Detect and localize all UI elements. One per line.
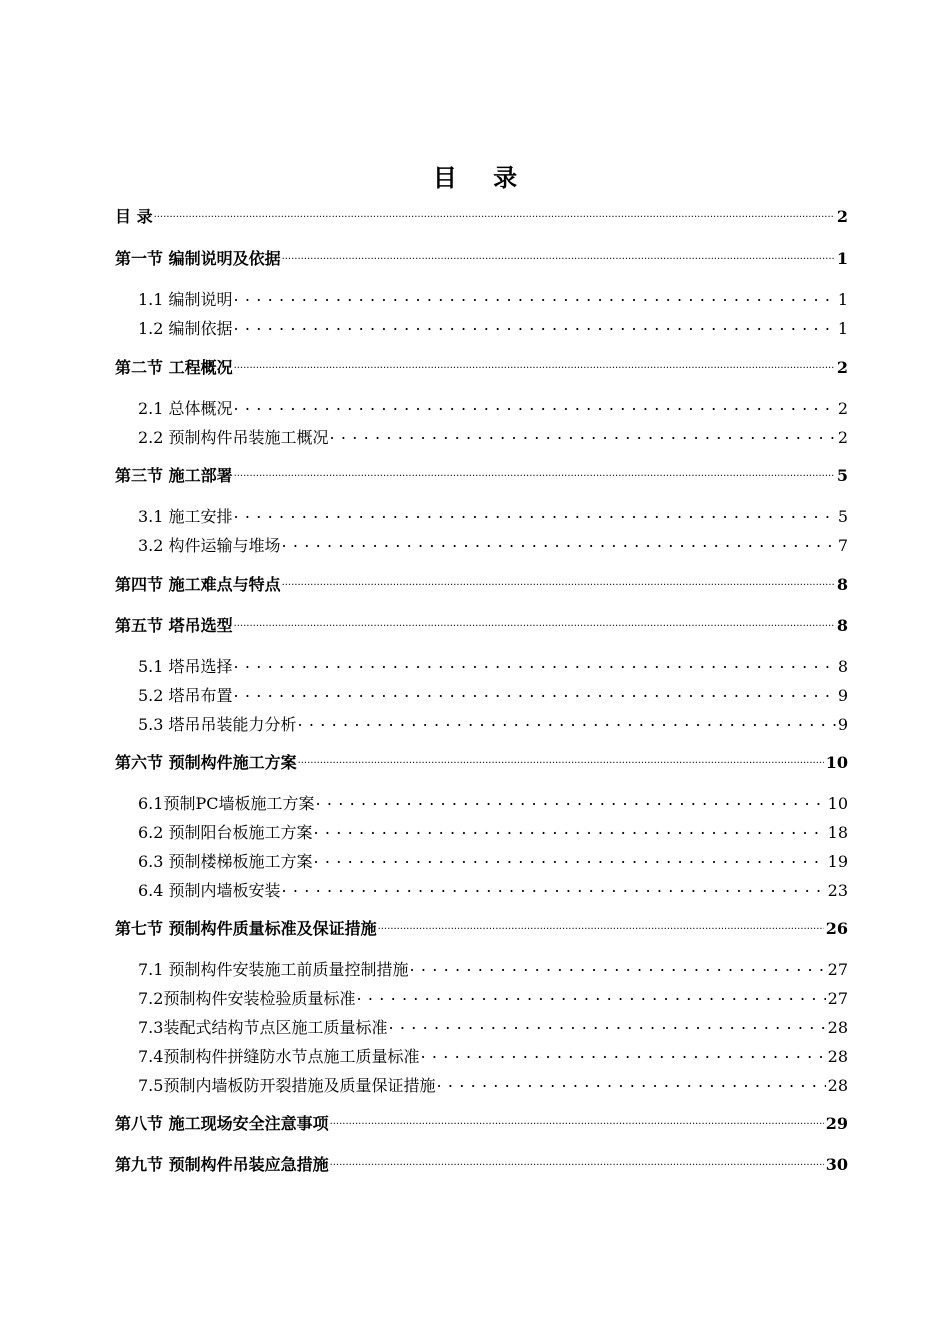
toc-page-number: 1 xyxy=(836,249,848,268)
toc-page-number: 19 xyxy=(827,852,848,871)
toc-entry-6-2[interactable] xyxy=(138,814,848,842)
toc-leader-dots xyxy=(234,349,835,373)
toc-leader-dots xyxy=(298,744,824,768)
toc-entry-section-5[interactable] xyxy=(115,607,848,635)
toc-entry-section-9[interactable] xyxy=(115,1146,848,1174)
toc-page-number: 2 xyxy=(837,399,848,418)
toc-page-number: 28 xyxy=(827,1076,848,1095)
toc-page-number: 27 xyxy=(827,989,848,1008)
toc-entry-7-4[interactable] xyxy=(138,1038,848,1066)
toc-leader-dots xyxy=(234,648,836,672)
toc-entry-7-2[interactable] xyxy=(138,980,848,1008)
toc-entry-label: 6.3 预制楼梯板施工方案 xyxy=(138,852,313,871)
toc-entry-label: 7.1 预制构件安装施工前质量控制措施 xyxy=(138,960,409,979)
toc-entry-label: 3.2 构件运输与堆场 xyxy=(138,536,281,555)
toc-page-number: 29 xyxy=(825,1114,848,1133)
toc-leader-dots xyxy=(436,1067,825,1091)
toc-leader-dots xyxy=(282,566,835,590)
toc-entry-label: 1.1 编制说明 xyxy=(138,290,233,309)
toc-page-number: 2 xyxy=(837,428,848,447)
toc-entry-section-4[interactable] xyxy=(115,566,848,594)
toc-entry-label: 第四节 施工难点与特点 xyxy=(115,575,281,594)
toc-leader-dots xyxy=(234,457,835,481)
toc-entry-section-3[interactable] xyxy=(115,457,848,485)
toc-page-number: 9 xyxy=(837,686,848,705)
toc-entry-label: 第三节 施工部署 xyxy=(115,466,233,485)
toc-entry-label: 6.2 预制阳台板施工方案 xyxy=(138,823,313,842)
toc-leader-dots xyxy=(234,607,835,631)
toc-leader-dots xyxy=(234,281,836,305)
toc-page-number: 27 xyxy=(827,960,848,979)
toc-entry-label: 第一节 编制说明及依据 xyxy=(115,249,281,268)
toc-page-number: 30 xyxy=(825,1155,848,1174)
toc-page-number: 10 xyxy=(827,794,848,813)
toc-entry-label: 1.2 编制依据 xyxy=(138,319,233,338)
toc-entry-label: 2.1 总体概况 xyxy=(138,399,233,418)
toc-leader-dots xyxy=(282,872,826,896)
toc-entry-label: 第五节 塔吊选型 xyxy=(115,616,233,635)
toc-entry-section-6[interactable] xyxy=(115,744,848,772)
toc-entry-7-1[interactable] xyxy=(138,951,848,979)
toc-entry-5-3[interactable] xyxy=(138,706,848,734)
toc-entry-6-4[interactable] xyxy=(138,872,848,900)
toc-leader-dots xyxy=(314,843,826,867)
toc-leader-dots xyxy=(388,1009,825,1033)
toc-entry-label: 5.3 塔吊吊装能力分析 xyxy=(138,715,297,734)
toc-leader-dots xyxy=(330,1105,824,1129)
toc-entry-6-3[interactable] xyxy=(138,843,848,871)
toc-entry-label: 第八节 施工现场安全注意事项 xyxy=(115,1114,329,1133)
toc-entry-label: 7.5预制内墙板防开裂措施及质量保证措施 xyxy=(138,1076,436,1095)
toc-page-number: 2 xyxy=(836,207,848,226)
toc-leader-dots xyxy=(234,677,836,701)
page-title: 目 录 xyxy=(432,163,532,192)
toc-entry-label: 第二节 工程概况 xyxy=(115,358,233,377)
toc-entry-1-1[interactable] xyxy=(138,281,848,309)
toc-page-number: 23 xyxy=(827,881,848,900)
toc-entry-label: 7.4预制构件拼缝防水节点施工质量标准 xyxy=(138,1047,420,1066)
toc-entry-2-1[interactable] xyxy=(138,390,848,418)
toc-entry-label: 6.4 预制内墙板安装 xyxy=(138,881,281,900)
toc-page-number: 8 xyxy=(837,657,848,676)
toc-entry-3-2[interactable] xyxy=(138,527,848,555)
toc-entry-label: 第九节 预制构件吊装应急措施 xyxy=(115,1155,329,1174)
toc-leader-dots xyxy=(234,390,836,414)
toc-entry-1-2[interactable] xyxy=(138,310,848,338)
toc-entry-contents[interactable] xyxy=(115,198,848,226)
toc-entry-2-2[interactable] xyxy=(138,419,848,447)
toc-page-number: 18 xyxy=(827,823,848,842)
toc-page-number: 28 xyxy=(827,1047,848,1066)
toc-page-number: 5 xyxy=(837,507,848,526)
toc-entry-3-1[interactable] xyxy=(138,498,848,526)
toc-page-number: 8 xyxy=(836,616,848,635)
toc-leader-dots xyxy=(330,419,836,443)
toc-leader-dots xyxy=(282,527,836,551)
toc-page-number: 28 xyxy=(827,1018,848,1037)
toc-entry-label: 7.3装配式结构节点区施工质量标准 xyxy=(138,1018,388,1037)
toc-page-number: 1 xyxy=(837,290,848,309)
toc-entry-5-1[interactable] xyxy=(138,648,848,676)
toc-page-number: 26 xyxy=(825,919,848,938)
toc-page-number: 5 xyxy=(836,466,848,485)
toc-leader-dots xyxy=(330,1146,824,1170)
toc-entry-label: 3.1 施工安排 xyxy=(138,507,233,526)
toc-entry-label: 7.2预制构件安装检验质量标准 xyxy=(138,989,356,1008)
toc-leader-dots xyxy=(234,310,836,334)
toc-leader-dots xyxy=(356,980,825,1004)
toc-leader-dots xyxy=(298,706,836,730)
toc-entry-label: 5.1 塔吊选择 xyxy=(138,657,233,676)
toc-entry-7-3[interactable] xyxy=(138,1009,848,1037)
toc-leader-dots xyxy=(154,198,835,222)
toc-page-number: 1 xyxy=(837,319,848,338)
toc-leader-dots xyxy=(378,910,824,934)
toc-entry-label: 5.2 塔吊布置 xyxy=(138,686,233,705)
toc-entry-7-5[interactable] xyxy=(138,1067,848,1095)
toc-entry-label: 第六节 预制构件施工方案 xyxy=(115,753,297,772)
toc-page-number: 8 xyxy=(836,575,848,594)
toc-entry-section-1[interactable] xyxy=(115,240,848,268)
toc-entry-label: 第七节 预制构件质量标准及保证措施 xyxy=(115,919,377,938)
toc-entry-6-1[interactable] xyxy=(138,785,848,813)
toc-page-number: 2 xyxy=(836,358,848,377)
toc-leader-dots xyxy=(410,951,826,975)
toc-entry-section-8[interactable] xyxy=(115,1105,848,1133)
toc-page-number: 7 xyxy=(837,536,848,555)
toc-leader-dots xyxy=(315,785,825,809)
toc-entry-section-7[interactable] xyxy=(115,910,848,938)
toc-entry-label: 6.1预制PC墙板施工方案 xyxy=(138,794,315,813)
toc-leader-dots xyxy=(420,1038,825,1062)
toc-entry-section-2[interactable] xyxy=(115,349,848,377)
toc-entry-label: 2.2 预制构件吊装施工概况 xyxy=(138,428,329,447)
toc-leader-dots xyxy=(314,814,826,838)
toc-leader-dots xyxy=(234,498,836,522)
toc-page-number: 10 xyxy=(825,753,848,772)
toc-page-number: 9 xyxy=(837,715,848,734)
toc-leader-dots xyxy=(282,240,835,264)
toc-entry-label: 目 录 xyxy=(115,207,153,226)
toc-entry-5-2[interactable] xyxy=(138,677,848,705)
